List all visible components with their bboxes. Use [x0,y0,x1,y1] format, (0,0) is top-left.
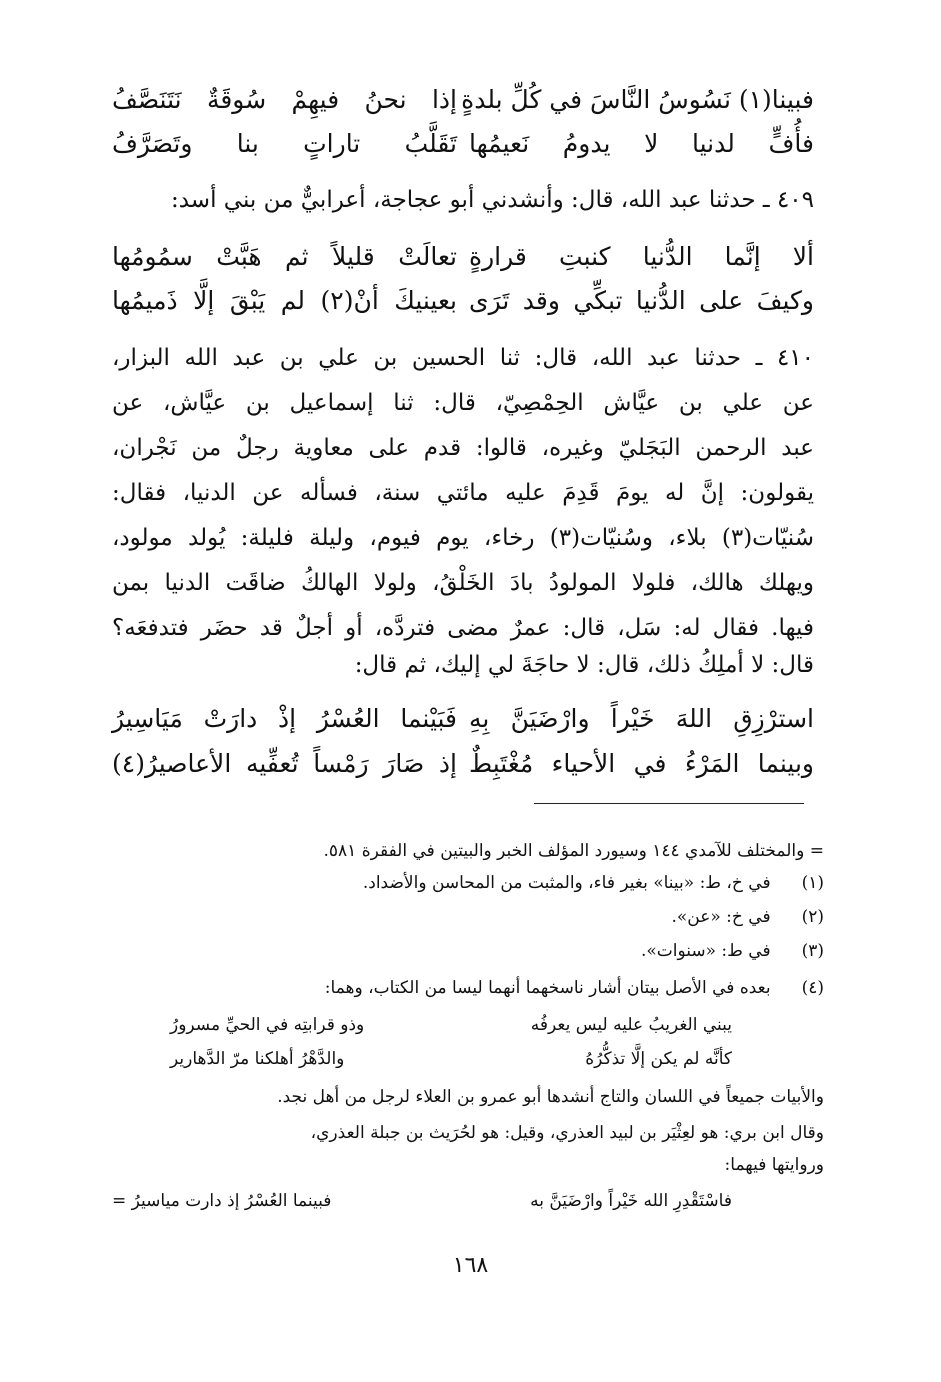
footnote-text: في ط: «سنوات». [640,941,771,961]
verse-line [112,279,814,323]
paragraph-410-line: فيها. فقال له: سَل، قال: عمرٌ مضى فتردَّه، أو أجلٌ قد حضَر فتدفعَه؟ [112,615,814,641]
verse-hemistich: تعالَتْ قليلاً ثم هَبَّتْ سمُومُها [112,242,457,271]
verse-hemistich: تَقَلَّبُ تاراتٍ بنا وتَصَرَّفُ [112,129,457,158]
paragraph-410-line: ٤١٠ ـ حدثنا عبد الله، قال: ثنا الحسين بن علي بن عبد الله البزار، [112,345,814,371]
verse-line [112,742,814,786]
verse-hemistich: بعينيكَ أنْ(٢) لم يَبْقَ إلَّا ذَميمُها [112,286,457,315]
verse-hemistich: والدَّهْرُ أهلكنا مرّ الدَّهارير [170,1049,345,1069]
footnote-text: في خ: «عن». [671,907,771,927]
verse-hemistich: كأنَّه لم يكن إلَّا تذكُّرُهُ [585,1049,732,1069]
paragraph-410-line: ويهلك هالك، فلولا المولودُ بادَ الخَلْقُ، ولولا الهالكُ ضاقَت الدنيا بمن [112,570,814,596]
footnote-text: في خ، ط: «بينا» بغير فاء، والمثبت من المحاسن والأضداد. [362,873,771,893]
verse-hemistich: فأُفٍّ لدنيا لا يدومُ نَعيمُها [469,129,814,158]
verse-hemistich: فبينا(١) نَسُوسُ النَّاسَ في كُلِّ بلدةٍ [461,85,814,114]
verse-hemistich: يبني الغريبُ عليه ليس يعرفُه [530,1015,732,1035]
verse-hemistich: إذا نحنُ فيهِمْ سُوقَةٌ نَتَنَصَّفُ [112,85,457,114]
paragraph-409: ٤٠٩ ـ حدثنا عبد الله، قال: وأنشدني أبو عجاجة، أعرابيٌّ من بني أسد: [170,187,814,213]
verse-line [112,235,814,279]
footnote [112,936,824,967]
footnote-number: (٣) [801,941,824,961]
footnote-number: (٢) [801,907,824,927]
footnote-verse-line [112,1044,824,1075]
footnote-text: وقال ابن بري: هو لعِثْيَر بن لبيد العذري، وقيل: هو لحُرَيث بن جبلة العذري، [310,1123,824,1143]
footnote-verse-line [112,1010,824,1041]
verse-line [112,78,814,122]
footnote [112,902,824,933]
verse-hemistich: إذ صَارَ رَمْساً تُعفِّيه الأعاصيرُ(٤) [112,749,457,778]
footnote [112,868,824,899]
verse-line [112,122,814,166]
paragraph-410-line: قال: لا أملِكُ ذلك، قال: لا حاجَةَ لي إليك، ثم قال: [354,652,814,678]
verse-hemistich: وبينما المَرْءُ في الأحياء مُغْتَبِطٌ [469,749,814,778]
footnote-number: (٤) [801,978,824,998]
verse-hemistich: استرْزِقِ اللهَ خَيْراً وارْضَيَنَّ بِهِ [469,704,814,733]
paragraph-410-line: يقولون: إنَّ له يومَ قَدِمَ عليه مائتي سنة، فسأله عن الدنيا، فقال: [112,480,814,506]
footnote [112,973,824,1004]
footnote-continuation: = والمختلف للآمدي ١٤٤ وسيورد المؤلف الخبر والبيتين في الفقرة ٥٨١. [323,841,824,861]
verse-hemistich: ألا إنَّما الدُّنيا كنبتِ قرارةٍ [469,242,814,271]
page-number: ١٦٨ [452,1253,489,1278]
verse-hemistich: وكيفَ على الدُّنيا تبكِّي وقد تَرَى [469,286,814,315]
footnote-separator [534,803,804,804]
footnote-number: (١) [801,873,824,893]
verse-line [112,697,814,741]
verse-hemistich: وذو قرابتِه في الحيِّ مسرورُ [170,1015,365,1035]
footnote-text: بعده في الأصل بيتان أشار ناسخهما أنهما ليسا من الكتاب، وهما: [324,978,771,998]
paragraph-410-line: عن علي بن عيَّاش الحِمْصِيّ، قال: ثنا إسماعيل بن عيَّاش، عن [112,390,814,416]
footnote-text: والأبيات جميعاً في اللسان والتاج أنشدها أبو عمرو بن العلاء لرجل من أهل نجد. [277,1087,824,1107]
verse-hemistich: فَبَيْنما العُسْرُ إذْ دارَتْ مَيَاسِيرُ [112,704,457,733]
verse-hemistich: فبينما العُسْرُ إذ دارت مياسيرُ = [112,1191,332,1211]
footnote-verse-line [112,1186,824,1217]
paragraph-410-line: عبد الرحمن البَجَليّ وغيره، قالوا: قدم على معاوية رجلٌ من نَجْران، [112,435,814,461]
footnote-text: وروايتها فيهما: [724,1155,824,1175]
paragraph-410-line: سُنيّات(٣) بلاء، وسُنيّات(٣) رخاء، يوم فيوم، وليلة فليلة: يُولد مولود، [112,525,814,551]
verse-hemistich: فاسْتَقْدِرِ الله خَيْراً وارْضَيَنَّ به [530,1191,732,1211]
